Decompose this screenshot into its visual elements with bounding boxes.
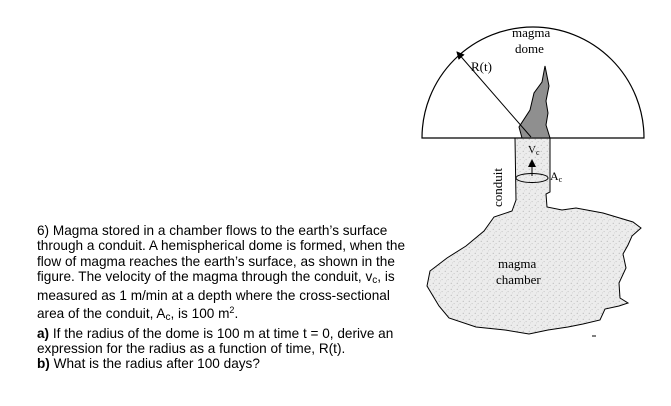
chamber-label-line1: magma bbox=[498, 256, 537, 271]
dome-label-line1: magma bbox=[512, 25, 551, 40]
velocity-label-main: V bbox=[528, 144, 536, 156]
part-a-text: If the radius of the dome is 100 m at time t = 0, derive an expression for the radius as a function of time, R(t). bbox=[37, 325, 394, 357]
area-label-sub: c bbox=[558, 175, 563, 184]
area-subscript: c bbox=[165, 312, 171, 324]
area-exponent: 2 bbox=[229, 305, 235, 316]
radius-label: R(t) bbox=[471, 59, 492, 74]
area-end: . bbox=[234, 306, 239, 322]
problem-intro: Magma stored in a chamber flows to the earth’s surface through a conduit. A hemispherical dome is formed, when the flow of magma reaches the earth’s surface, as shown in the figure. The velocity of the magma through the conduit, v bbox=[37, 223, 405, 284]
part-a bbox=[37, 326, 417, 357]
problem-body bbox=[37, 223, 417, 326]
part-b-label: b) bbox=[37, 356, 50, 372]
part-b-text: What is the radius after 100 days? bbox=[49, 356, 260, 372]
conduit-label: conduit bbox=[490, 168, 505, 207]
dome-label-line2: dome bbox=[515, 41, 544, 56]
area-value: , is 100 m bbox=[170, 306, 230, 322]
velocity-subscript: c bbox=[372, 274, 378, 286]
part-b bbox=[37, 356, 417, 371]
velocity-label-sub: c bbox=[535, 148, 540, 157]
area-label-main: A bbox=[550, 169, 559, 183]
part-a-label: a) bbox=[37, 325, 50, 341]
velocity-tail: , is measured as 1 m/min at a depth where the cross-sectional area of the conduit, A bbox=[37, 268, 395, 322]
chamber-label-line2: chamber bbox=[496, 272, 541, 287]
area-label bbox=[550, 169, 563, 184]
problem-number: 6) bbox=[37, 223, 50, 238]
magma-chamber bbox=[427, 138, 641, 334]
problem-statement bbox=[37, 223, 417, 372]
